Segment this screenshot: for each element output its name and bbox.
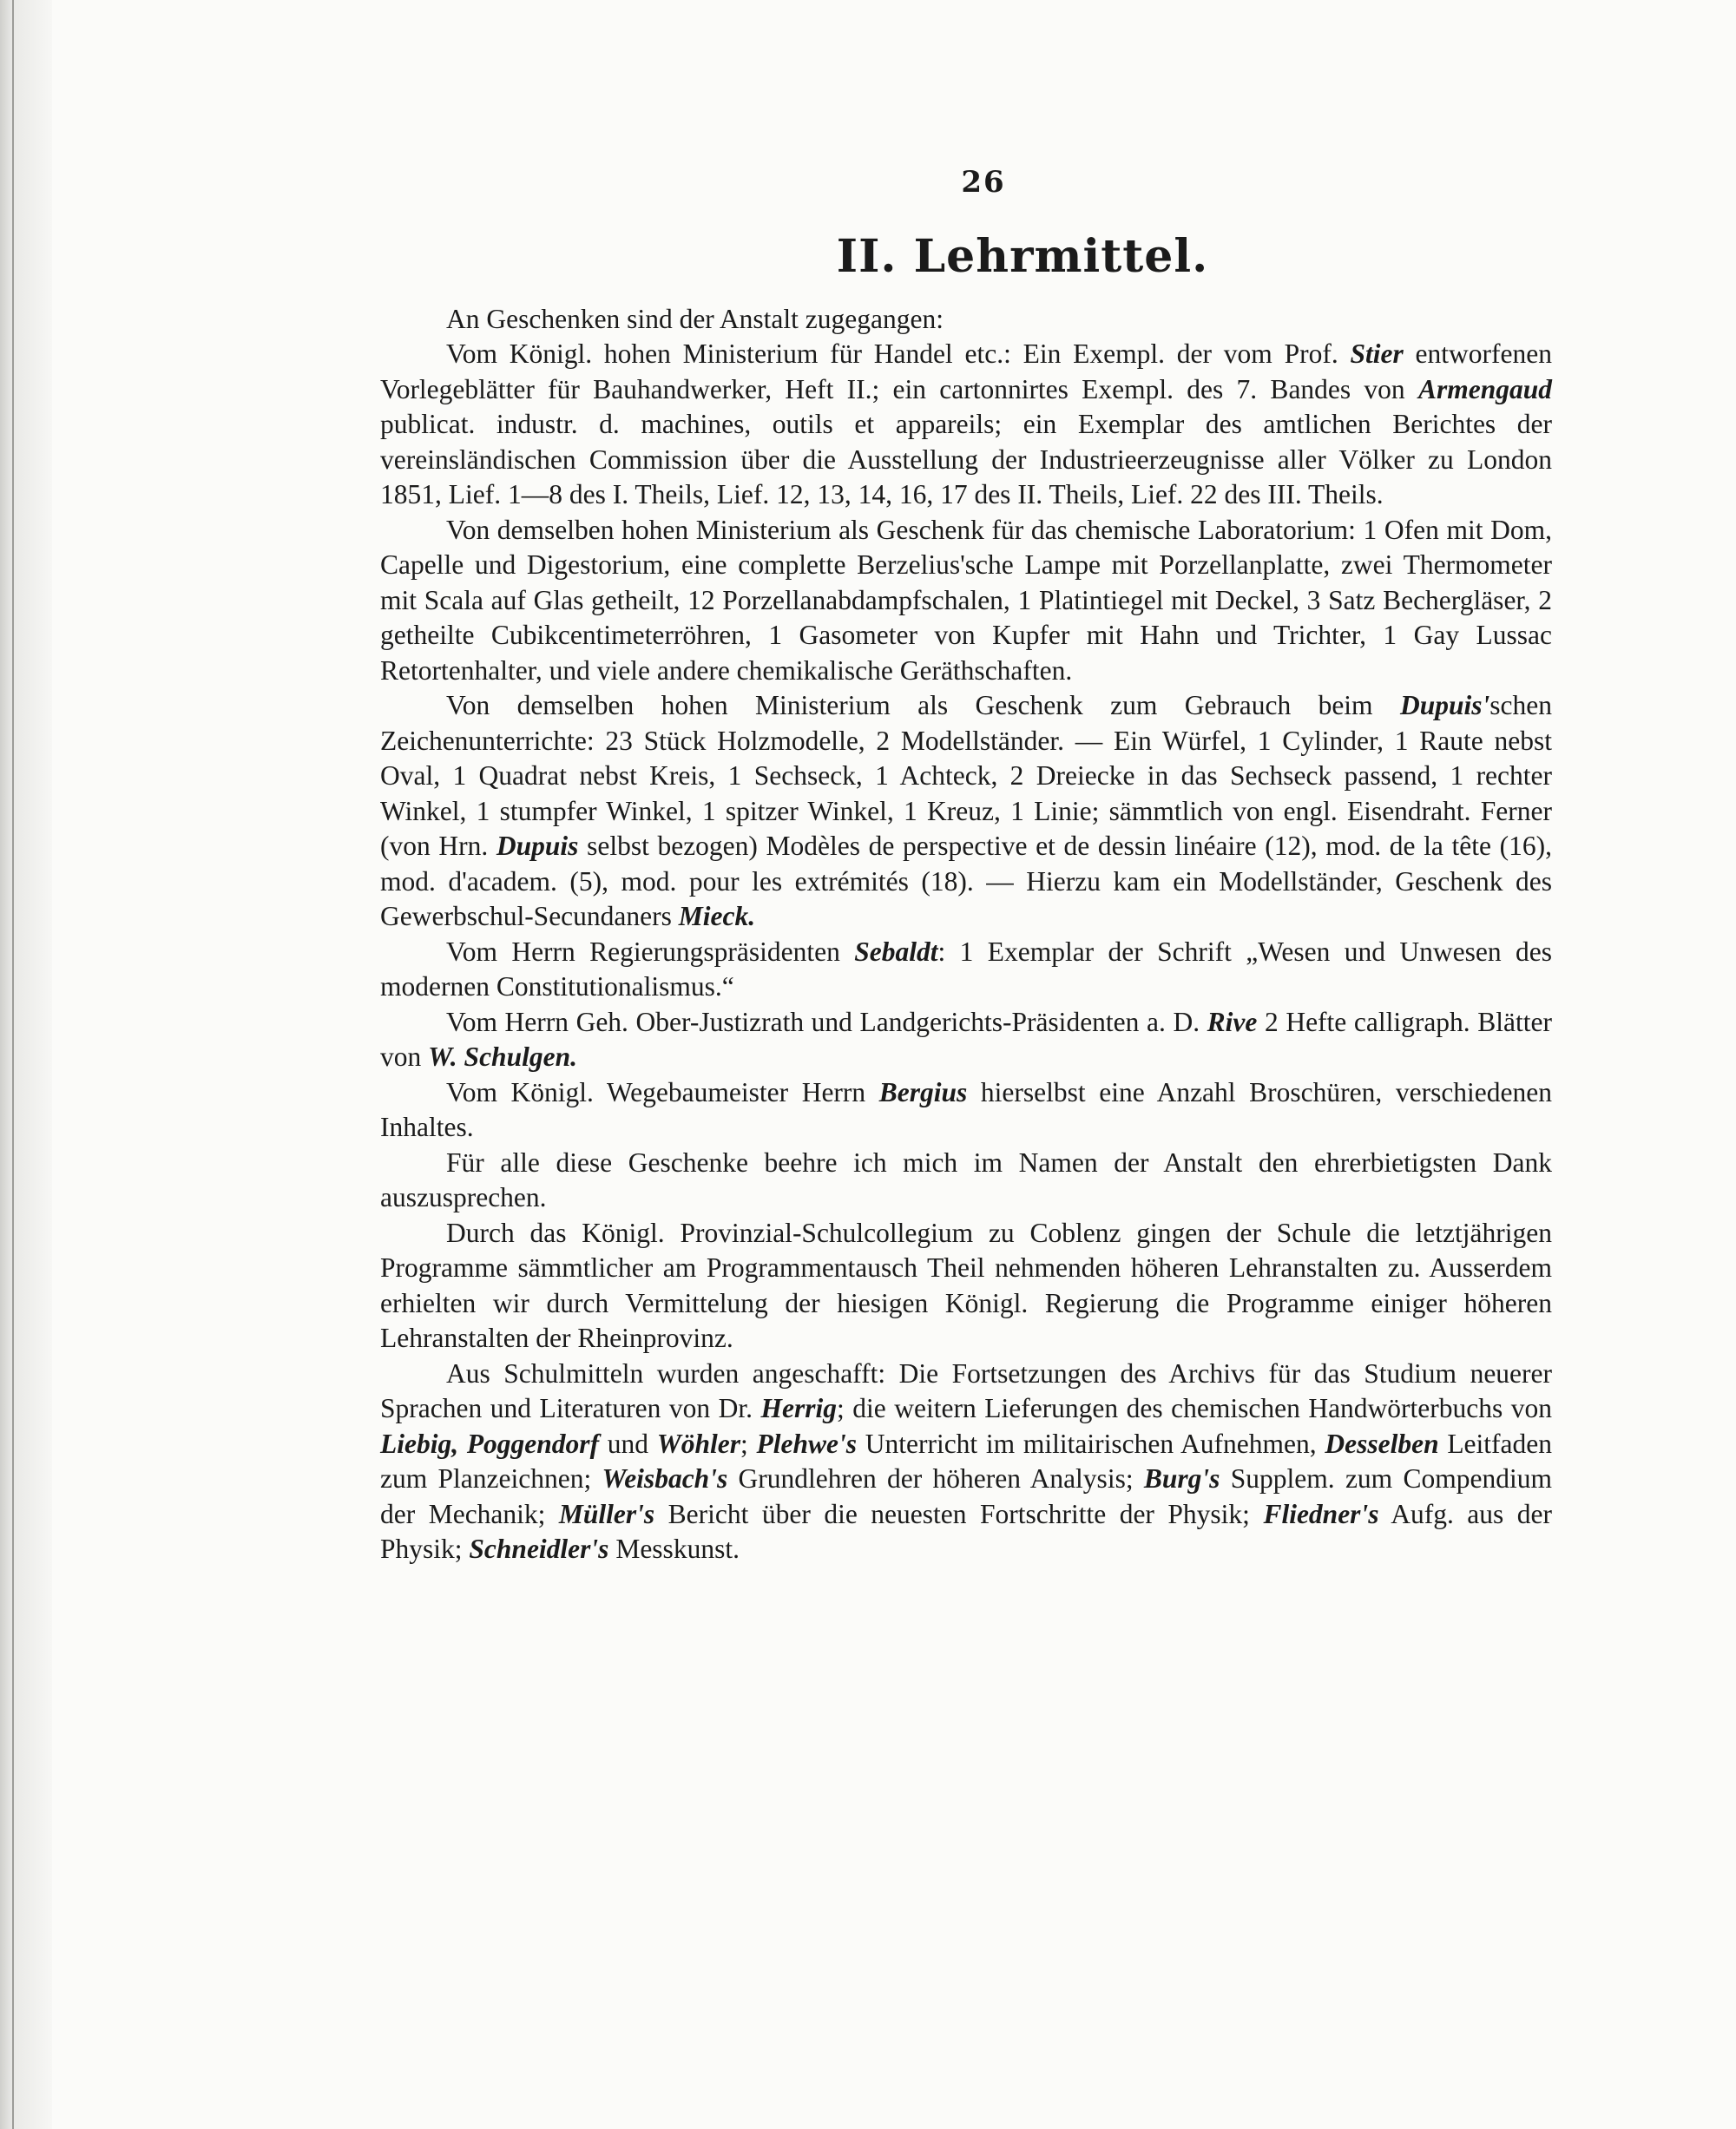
text-run: ; <box>740 1428 757 1459</box>
text-run: Durch das Königl. Provinzial-Schulcollegium zu Coblenz gingen der Schule die letztjährigen Programme sämmtlicher am Programmentausch Theil nehmenden höheren Lehranstalten zu. Ausserdem erhielten wir durch Vermittelung der hiesigen Königl. Regierung die Programme einiger höheren Lehranstalten der Rheinprovinz. <box>380 1217 1552 1354</box>
paragraph-intro <box>380 302 1552 338</box>
text-run: entworfenen Vorlegeblätter für Bauhandwerker, Heft II.; ein cartonnirtes Exempl. des 7. Bandes von <box>380 338 1552 404</box>
italic-name: Stier <box>1350 338 1404 370</box>
text-run: 2 Hefte calligraph. Blätter von <box>380 1006 1552 1073</box>
document-page <box>380 165 1552 1567</box>
text-run: Leitfaden zum Planzeichnen; <box>380 1428 1552 1495</box>
text-run: Bericht über die neuesten Fortschritte der Physik; <box>654 1498 1264 1529</box>
binding-edge <box>0 0 52 2129</box>
text-run: Vom Herrn Regierungspräsidenten <box>446 936 855 967</box>
italic-name: W. Schulgen. <box>428 1042 577 1073</box>
text-run: Von demselben hohen Ministerium als Geschenk für das chemische Laboratorium: 1 Ofen mit Dom, Capelle und Digestorium, eine complette Berzelius'sche Lampe mit Porzellanplatte, zwei Thermometer mit Scala auf Glas getheilt, 12 Porzellanabdampfschalen, 1 Platintiegel mit Deckel, 3 Satz Bechergläser, 2 getheilte Cubikcentimeterröhren, 1 Gasometer von Kupfer mit Hahn und Trichter, 1 Gay Lussac Retortenhalter, und viele andere chemikalische Geräthschaften. <box>380 514 1552 686</box>
italic-name: Sebaldt <box>854 936 938 967</box>
italic-name: Wöhler <box>656 1428 741 1459</box>
page-number: 26 <box>961 165 1006 200</box>
text-run: publicat. industr. d. machines, outils et appareils; ein Exemplar des amtlichen Berichtes der vereinsländischen Commission über die Ausstellung der Industrieerzeugnisse aller Völker zu London 1851, Lief. 1—8 des I. Theils, Lief. 12, 13, 14, 16, 17 des II. Theils, Lief. 22 des III. Theils. <box>380 409 1552 510</box>
text-run: Vom Königl. hohen Ministerium für Handel etc.: Ein Exempl. der vom Prof. <box>446 338 1351 370</box>
paragraph-bergius <box>380 1075 1552 1146</box>
italic-name: Weisbach's <box>602 1463 728 1495</box>
text-run: Aus Schulmitteln wurden angeschafft: Die Fortsetzungen des Archivs für das Studium neuerer Sprachen und Literaturen von Dr. <box>380 1357 1552 1424</box>
text-run: Messkunst. <box>608 1534 740 1565</box>
text-run: Grundlehren der höheren Analysis; <box>727 1463 1144 1495</box>
text-run: Aufg. aus der Physik; <box>380 1498 1552 1565</box>
italic-name: Herrig <box>760 1393 838 1424</box>
italic-name: Dupuis' <box>1399 690 1490 721</box>
text-run: und <box>599 1428 657 1459</box>
section-title: II. Lehrmittel. <box>836 229 1209 283</box>
paragraph-handel <box>380 337 1552 513</box>
paragraph-coblenz <box>380 1216 1552 1357</box>
paragraph-sebaldt <box>380 935 1552 1005</box>
italic-name: Burg's <box>1143 1463 1220 1495</box>
paragraph-laboratorium <box>380 513 1552 689</box>
italic-name: Liebig, Poggendorf <box>380 1428 600 1459</box>
text-run: Vom Herrn Geh. Ober-Justizrath und Landgerichts-Präsidenten a. D. <box>446 1006 1207 1037</box>
body-text <box>380 302 1552 1567</box>
gutter-line <box>12 0 14 2129</box>
italic-name: Desselben <box>1325 1428 1439 1459</box>
italic-name: Mieck. <box>678 901 756 932</box>
paragraph-dupuis <box>380 688 1552 935</box>
paragraph-schulmittel <box>380 1357 1552 1567</box>
italic-name: Schneidler's <box>469 1534 609 1565</box>
italic-name: Müller's <box>558 1498 655 1529</box>
text-run: ; die weitern Lieferungen des chemischen Handwörterbuchs von <box>837 1393 1553 1424</box>
italic-name: Rive <box>1207 1006 1258 1037</box>
italic-name: Dupuis <box>496 831 579 862</box>
italic-name: Bergius <box>878 1076 968 1107</box>
italic-name: Plehwe's <box>756 1428 858 1459</box>
text-run: Vom Königl. Wegebaumeister Herrn <box>446 1076 879 1107</box>
text-run: Von demselben hohen Ministerium als Geschenk zum Gebrauch beim <box>446 690 1400 721</box>
text-run: hierselbst eine Anzahl Broschüren, verschiedenen Inhaltes. <box>380 1076 1552 1143</box>
text-run: Für alle diese Geschenke beehre ich mich im Namen der Anstalt den ehrerbietigsten Dank auszusprechen. <box>380 1147 1552 1213</box>
italic-name: Armengaud <box>1417 373 1552 404</box>
paragraph-dank <box>380 1146 1552 1216</box>
italic-name: Fliedner's <box>1263 1498 1379 1529</box>
text-run: : 1 Exemplar der Schrift „Wesen und Unwesen des modernen Constitutionalismus.“ <box>380 936 1552 1002</box>
text-run: Supplem. zum Compendium der Mechanik; <box>380 1463 1552 1529</box>
text-run: selbst bezogen) Modèles de perspective et de dessin linéaire (12), mod. de la tête (16), mod. d'academ. (5), mod. pour les extrémités (18). — Hierzu kam ein Modellständer, Geschenk des Gewerbschul-Secundaners <box>380 831 1552 932</box>
text-run: Unterricht im militairischen Aufnehmen, <box>857 1428 1325 1459</box>
text-run: schen Zeichenunterrichte: 23 Stück Holzmodelle, 2 Modellständer. — Ein Würfel, 1 Cylinder, 1 Raute nebst Oval, 1 Quadrat nebst Kreis, 1 Sechseck, 1 Achteck, 2 Dreiecke in das Sechseck passend, 1 rechter Winkel, 1 stumpfer Winkel, 1 spitzer Winkel, 1 Kreuz, 1 Linie; sämmtlich von engl. Eisendraht. Ferner (von Hrn. <box>380 690 1552 862</box>
text-run: An Geschenken sind der Anstalt zugegangen: <box>446 303 944 334</box>
paragraph-rive <box>380 1005 1552 1075</box>
